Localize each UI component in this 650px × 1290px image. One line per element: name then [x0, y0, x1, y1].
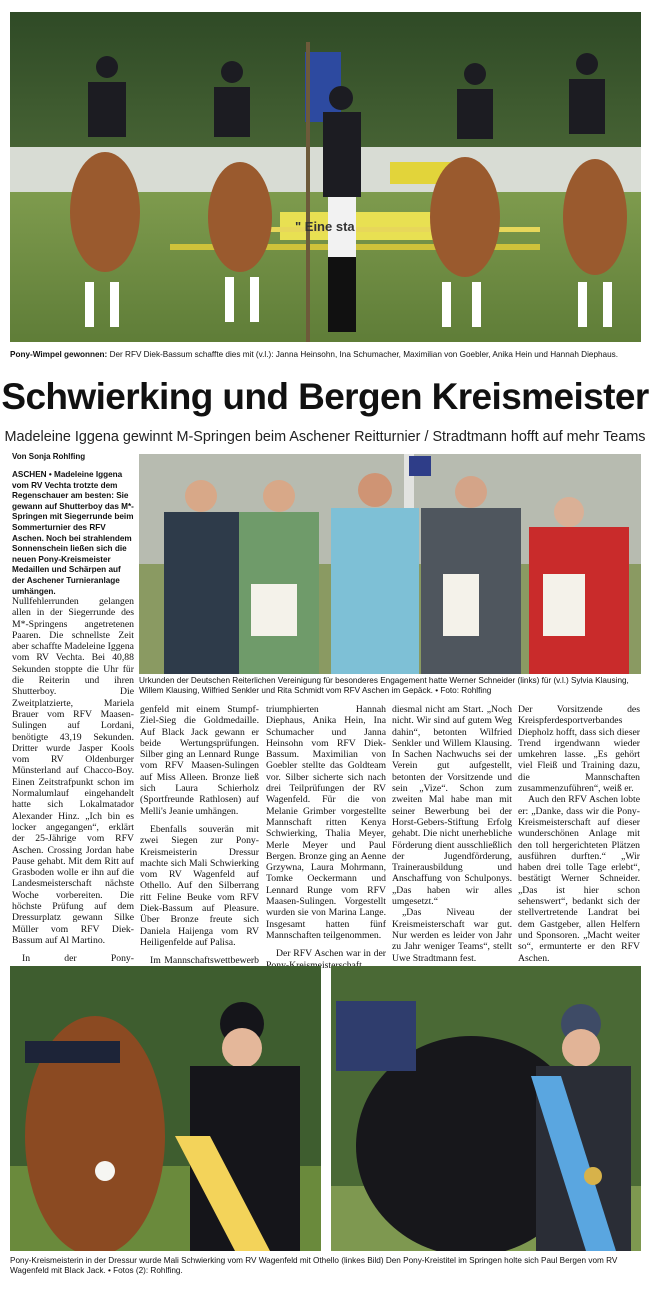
award-photo: [139, 454, 641, 674]
col5-paragraph-1: Der Vorsitzende des Kreispferdesportverbandes Diepholz hofft, dass sich dieser Trend irgendwann wieder umkehren lasse. „Es gehört viel Fleiß und Training dazu, die Mannschaften zusammenzuführen“, weiß er.: [518, 704, 640, 795]
col2-paragraph-1: genfeld mit einem Stumpf-Ziel-Sieg die Goldmedaille. Auf Black Jack gewann er beide Wertungsprüfungen. Silber ging an Lennard Runge vom RFV Maasen-Sulingen auf Miss Alleen. Bronze ließ sich Laura Schierholz (Sportfreunde Rathlosen) auf Melli's Jeanie umhängen.: [140, 704, 259, 817]
award-photo-caption: Urkunden der Deutschen Reiterlichen Vereinigung für besonderes Engagement hatte Werner Schneider (links) für (v.l.) Sylvia Klausing, Willem Klausing, Wilfried Senkler und Rita Schmidt vom RFV Aschen im Gepäck. • Foto: Rohlfing: [139, 676, 629, 696]
jumping-champion-photo: [331, 966, 641, 1251]
banner-text: " Eine sta: [295, 219, 355, 234]
col3-paragraph-2: Der RFV Aschen war in der: [276, 948, 386, 960]
subheadline: Madeleine Iggena gewinnt M-Springen beim Aschener Reitturnier / Stradtmann hofft auf mehr Teams: [4, 429, 646, 445]
lead-paragraph: [12, 470, 134, 597]
col3-paragraph-1: triumphierten Hannah Diephaus, Anika Hein, Ina Schumacher und Janna Heinsohn vom RFV Diek-Bassum. Maximilian von Goebler stellte das Goldteam vor. Silber sicherte sich nach drei Teilprüfungen der RV Wagenfeld. Für die von Melanie Grimber vorgestellte Mannschaft ritten Kenya Schwierking, Thalia Meyer, Merle Meyer und Paul Bergen. Bronze ging an Aenne Grzywna, Laura Mohrmann, Tomke Oeckermann und Lennard Runge vom RFV Maasen-Sulingen. Vorgestellt wurden sie von Marina Lange. Insgesamt hatten fünf Mannschaften teilgenommen.: [266, 704, 386, 941]
col5-paragraph-2: Auch den RFV Aschen lobte er: „Danke, dass wir die Pony-Kreismeisterschaft auf dieser wunderschönen Anlage mit den toll hergerichteten Plätzen ausführen durften.“ „Wir haben drei tolle Tage erlebt“, bestätigt Werner Schneider. „Das ist hier schon sehenswert“, bedankt sich der stellvertretende Landrat bei dem Gastgeber, allen Helfern und Sponsoren. „Macht weiter so“, ermunterte er den RFV Aschen.: [518, 794, 640, 964]
article-column-3: [266, 704, 386, 971]
lead-text: • Madeleine Iggena vom RV Vechta trotzte dem Regenschauer am besten: Sie gewann auf Shutterboy das M*-Springen mit Siegerrunde beim Sommerturnier des RFV Aschen. Noch bei strahlendem Sonnenschein ließen sich die neuen Pony-Kreismeister Medaillen und Schärpen auf der Aschener Turnieranlage umhängen.: [12, 470, 134, 596]
col1-paragraph-1: Nullfehlerrunden gelangen allen in der Siegerrunde des M*-Springens angetretenen Paaren. Die schnellste Zeit aber schaffte Madeleine Iggena vom RV Vechta. Bei 40,88 Sekunden stoppte die Uhr für die Reiterin und ihren Shutterboy. Die Zweitplatzierte, Mariela Brauer vom RFV Maasen-Sulingen auf Lordani, benötigte 43,19 Sekunden. Dritter wurde Jasper Kools vom RV Oldenburger Münsterland auf Chacco-Boy. Einen Zeitstrafpunkt schon im Normalumlauf eingehandelt hatte sich Lokalmatador Alexander Hinz. „Ich bin es locker angegangen“, erklärt der 25-Jährige vom RFV Aschen. Crossing Jordan habe Pause gehabt. Mit dem Ritt auf Grasboden wolle er ihn auf die Landesmeisterschaft nächste Woche vorbereiten. Die höchste Prüfung auf dem Dressurplatz gewann Silke Müller vom RFV Diek-Bassum auf Al Martino.: [12, 596, 134, 946]
col2-paragraph-2: Ebenfalls souverän mit zwei Siegen zur Pony-Kreismeisterin Dressur machte sich Mali Schwierking vom RV Wagenfeld auf Othello. Auf den Silberrang ritt Feline Beuke vom RFV Diek-Bassum auf Pleasure. Über Bronze freute sich Daniela Haijenga vom RV Heiligenfelde auf Palisa.: [140, 823, 259, 948]
col4-paragraph-2: „Das Niveau der Kreismeisterschaft war gut. Nur werden es leider von Jahr zu Jahr weniger Teams“, stellt Uwe Stradtmann fest.: [392, 907, 512, 964]
top-caption-text: Der RFV Diek-Bassum schaffte dies mit (v.l.): Janna Heinsohn, Ina Schumacher, Maximilian von Goebler, Anika Hein und Hannah Diephaus.: [109, 350, 619, 359]
dressage-champion-photo: [10, 966, 321, 1251]
col4-paragraph-1: diesmal nicht am Start. „Noch nicht. Wir sind auf gutem Weg dahin“, betonten Wilfried Senkler und Willem Klausing. In Sachen Nachwuchs sei der Verein gut aufgestellt, betonten der Vorsitzende und sein „Vize“. Schon zum zweiten Mal habe man mit seiner Bewerbung bei der Horst-Gebers-Stiftung Erfolg gehabt. Die nicht unerhebliche Förderung dient ausschließlich der Jugendförderung, Trainerausbildung und Anschaffung von Schulponys. „Das haben wir alles umgesetzt.“: [392, 704, 512, 908]
headline: Schwierking und Bergen Kreismeister: [1, 376, 649, 417]
article-column-2: [140, 704, 259, 978]
col2-paragraph-3: Im Mannschaftswettbewerb: [150, 955, 259, 967]
team-photo: [10, 12, 641, 342]
article-column-1: [12, 596, 134, 998]
article-column-4: [392, 704, 512, 964]
lead-city: ASCHEN: [12, 470, 47, 479]
top-caption-label: Pony-Wimpel gewonnen:: [10, 350, 108, 359]
col1-paragraph-2: In der Pony-: [22, 953, 134, 965]
bottom-photos-caption: Pony-Kreismeisterin in der Dressur wurde Mali Schwierking vom RV Wagenfeld mit Othello (linkes Bild) Den Pony-Kreistitel im Springen holte sich Paul Bergen vom RV Wagenfeld mit Black Jack. • Fotos (2): Rohlfing.: [10, 1256, 618, 1276]
byline: Von Sonja Rohlfing: [12, 452, 86, 461]
top-photo-caption: [10, 350, 641, 360]
article-column-5: [518, 704, 640, 964]
